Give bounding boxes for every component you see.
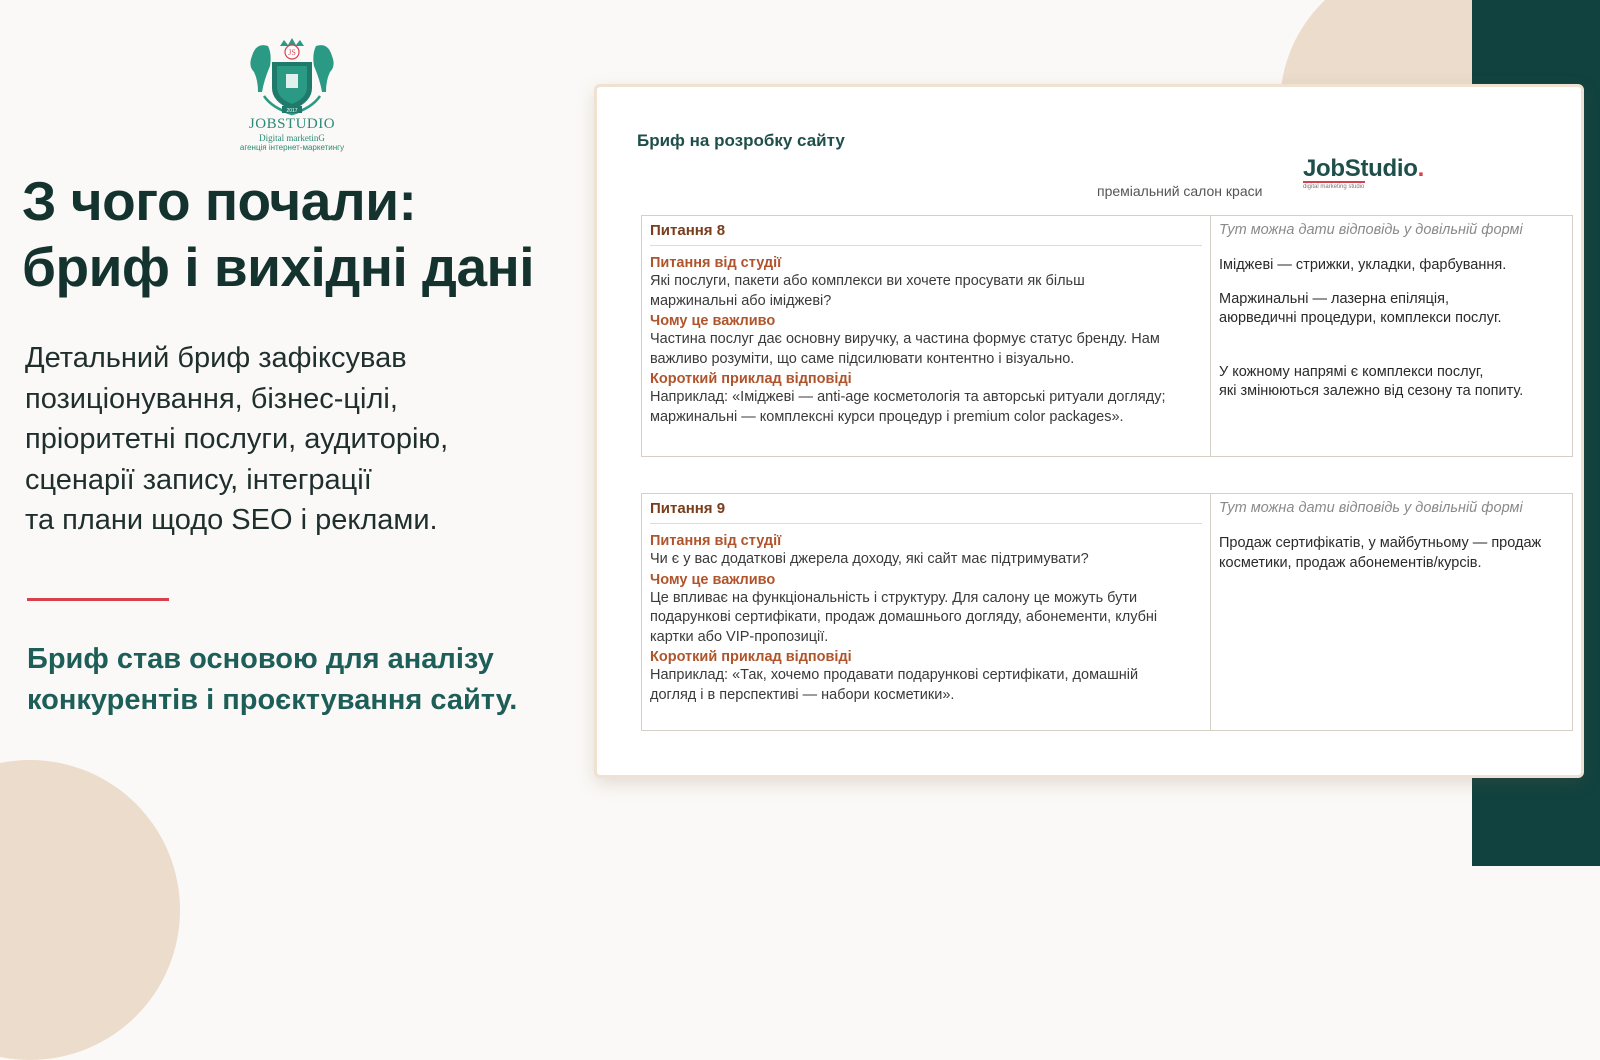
- question-block-8: [641, 215, 1573, 457]
- question-heading: Питання 8: [650, 222, 1202, 246]
- document-logo: [1303, 155, 1424, 190]
- studio-question-label: Питання від студії: [650, 255, 782, 271]
- description-line: пріоритетні послуги, аудиторію,: [25, 423, 449, 455]
- answer-paragraph: [1219, 290, 1566, 329]
- why-important-label: Чому це важливо: [650, 571, 776, 588]
- question-heading: Питання 9: [650, 500, 1202, 524]
- studio-question-text: [650, 550, 1202, 570]
- example-answer-text: [650, 388, 1202, 427]
- text-line: Чи є у вас додаткові джерела доходу, які сайт має підтримувати?: [650, 551, 1089, 567]
- question-8-details: [642, 216, 1211, 456]
- text-line: Наприклад: «Так, хочемо продавати подарункові сертифікати, домашній: [650, 667, 1139, 683]
- slide-title: [22, 168, 582, 300]
- example-answer-label: Короткий приклад відповіді: [650, 371, 852, 387]
- text-line: Наприклад: «Іміджеві — anti-age косметологія та авторські ритуали догляду;: [650, 389, 1166, 405]
- text-line: Маржинальні — лазерна епіляція,: [1219, 290, 1449, 307]
- text-line: маржинальні або іміджеві?: [650, 292, 832, 309]
- studio-question-text: [650, 272, 1202, 311]
- answer-hint: Тут можна дати відповідь у довільній формі: [1219, 500, 1523, 516]
- description-line: позиціонування, бізнес-цілі,: [25, 382, 398, 415]
- studio-question-label: Питання від студії: [650, 533, 782, 549]
- answer-paragraph: [1219, 363, 1566, 402]
- description-line: сценарії запису, інтеграції: [25, 463, 372, 496]
- title-line: бриф і вихідні дані: [22, 236, 535, 298]
- question-block-9: [641, 493, 1573, 731]
- answer-paragraph: [1219, 534, 1566, 573]
- question-9-answer: [1211, 494, 1572, 730]
- logo-subtitle: Digital marketinG: [259, 133, 325, 143]
- text-line: догляд і в перспективі — набори косметики».: [650, 686, 955, 703]
- description-line: та плани щодо SEO і реклами.: [25, 504, 438, 536]
- svg-text:JS: JS: [288, 48, 296, 57]
- why-important-text: [650, 589, 1202, 648]
- svg-text:2017: 2017: [286, 108, 298, 114]
- accent-divider: [27, 598, 169, 601]
- example-answer-text: [650, 666, 1202, 705]
- brief-document-card: [594, 84, 1584, 778]
- text-line: Частина послуг дає основну виручку, а частина формує статус бренду. Нам: [650, 331, 1160, 347]
- logo-name: JOBSTUDIO: [248, 116, 336, 132]
- decorative-circle-bottom-left: [0, 760, 180, 1060]
- slide-description: [25, 338, 565, 541]
- answer-hint: Тут можна дати відповідь у довільній формі: [1219, 222, 1523, 238]
- slide-summary: [27, 639, 587, 721]
- example-answer-label: Короткий приклад відповіді: [650, 649, 852, 665]
- text-line: Іміджеві — стрижки, укладки, фарбування.: [1219, 257, 1507, 273]
- text-line: аюрведичні процедури, комплекси послуг.: [1219, 310, 1502, 326]
- text-line: Які послуги, пакети або комплекси ви хочете просувати як більш: [650, 273, 1085, 289]
- text-line: подарункові сертифікати, продаж домашнього догляду, абонементи, клубні: [650, 609, 1158, 625]
- document-client: преміальний салон краси: [1097, 183, 1263, 199]
- summary-line: конкурентів і проєктування сайту.: [27, 684, 518, 716]
- question-9-details: [642, 494, 1211, 730]
- text-line: картки або VIP-пропозиції.: [650, 628, 829, 645]
- logo-tagline: агенція інтернет-маркетингу: [239, 143, 345, 152]
- summary-line: Бриф став основою для аналізу: [27, 643, 494, 675]
- document-logo-subtitle: digital marketing studio: [1303, 184, 1365, 190]
- document-title: Бриф на розробку сайту: [637, 131, 845, 150]
- text-line: маржинальні — комплексні курси процедур і premium color packages».: [650, 408, 1124, 425]
- document-logo-name: JobStudio: [1303, 155, 1418, 182]
- text-line: У кожному напрямі є комплекси послуг,: [1219, 363, 1484, 380]
- text-line: Це впливає на функціональність і структуру. Для салону це можуть бути: [650, 589, 1138, 606]
- document-logo-dot: .: [1417, 155, 1424, 182]
- answer-paragraph: [1219, 256, 1566, 276]
- text-line: косметики, продаж абонементів/курсів.: [1219, 554, 1482, 571]
- company-logo: [226, 36, 358, 152]
- text-line: важливо розуміти, що саме підсилювати контентно і візуально.: [650, 350, 1075, 367]
- question-8-answer: [1211, 216, 1572, 456]
- title-line: З чого почали:: [22, 170, 417, 232]
- text-line: які змінюються залежно від сезону та попиту.: [1219, 383, 1524, 399]
- logo-emblem-icon: [242, 36, 342, 118]
- text-line: Продаж сертифікатів, у майбутньому — продаж: [1219, 535, 1542, 551]
- why-important-label: Чому це важливо: [650, 313, 776, 329]
- why-important-text: [650, 330, 1202, 369]
- description-line: Детальний бриф зафіксував: [25, 342, 407, 374]
